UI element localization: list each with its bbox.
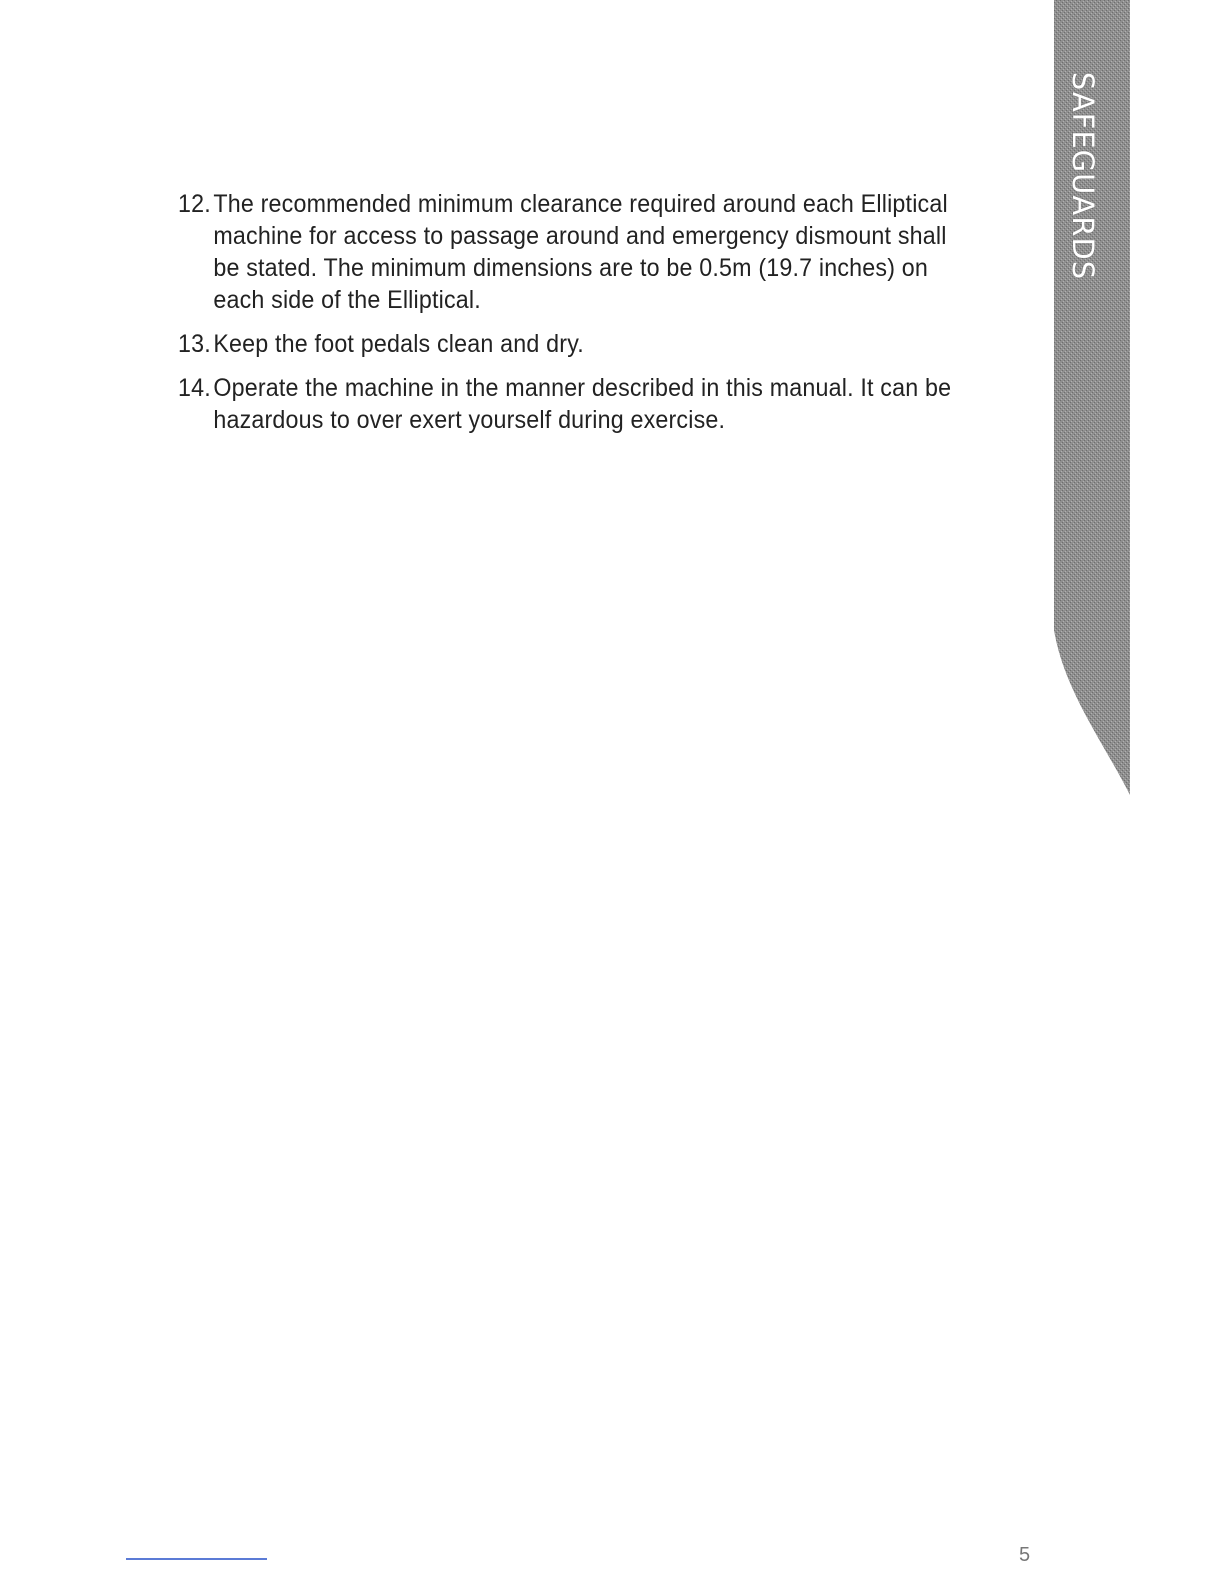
list-item xyxy=(178,328,969,360)
item-number: 14. xyxy=(178,374,211,402)
list-item xyxy=(178,372,969,436)
page-number: 5 xyxy=(1019,1544,1031,1566)
item-text: Keep the foot pedals clean and dry. xyxy=(213,330,584,358)
list-item xyxy=(178,188,969,316)
section-tab-label: SAFEGUARDS xyxy=(1066,71,1100,281)
item-text: Operate the machine in the manner described in this manual. It can be hazardous to over exert yourself during exercise. xyxy=(213,374,952,434)
item-number: 12. xyxy=(178,190,211,218)
footer-divider xyxy=(126,1558,267,1560)
item-text: The recommended minimum clearance required around each Elliptical machine for access to passage around and emergency dismount shall be stated. The minimum dimensions are to be 0.5m (19.7 inches) on each side of the Elliptical. xyxy=(213,190,948,314)
item-number: 13. xyxy=(178,330,211,358)
safeguards-list xyxy=(178,188,1028,448)
